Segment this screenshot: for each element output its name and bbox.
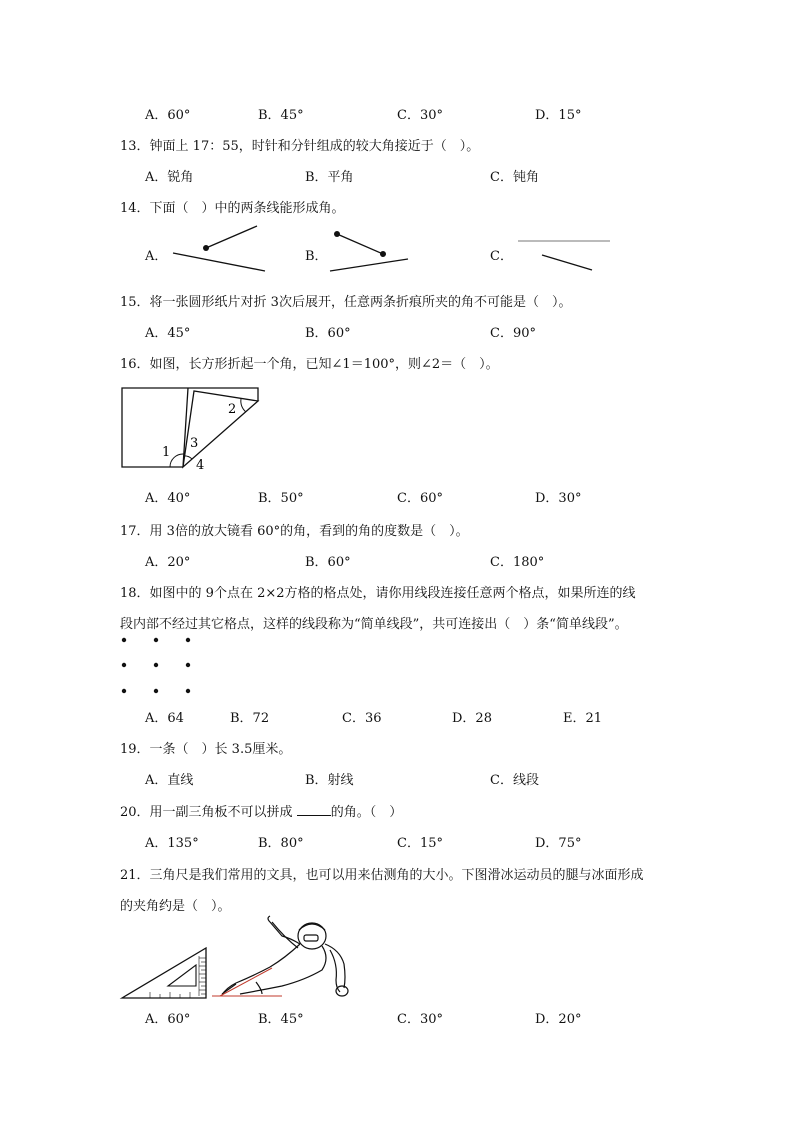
q21-stem-line1: 21．三角尺是我们常用的文具，也可以用来估测角的大小。下图滑冰运动员的腿与冰面形成	[120, 868, 644, 883]
q18-option-b[interactable]: B．72	[230, 711, 270, 726]
q18-option-a[interactable]: A．64	[145, 711, 184, 726]
q20-option-c[interactable]: C．15°	[397, 836, 443, 851]
q15-option-a[interactable]: A．45°	[145, 326, 191, 341]
q15-option-c[interactable]: C．90°	[490, 326, 536, 341]
q20-stem-after: 的角。（ ）	[330, 805, 403, 820]
q15-option-b[interactable]: B．60°	[305, 326, 351, 341]
q17-option-c[interactable]: C．180°	[490, 555, 545, 570]
q21-stem-line2: 的夹角约是（ ）。	[120, 899, 231, 914]
q13-option-b[interactable]: B．平角	[305, 170, 354, 185]
q14-stem: 14．下面（ ）中的两条线能形成角。	[120, 201, 345, 216]
q16-option-d[interactable]: D．30°	[535, 491, 582, 506]
q17-option-a[interactable]: A．20°	[145, 555, 191, 570]
q20-option-b[interactable]: B．80°	[258, 836, 304, 851]
q13-option-a[interactable]: A．锐角	[145, 170, 194, 185]
q16-angle-label-1: 1	[162, 445, 171, 460]
q20-option-d[interactable]: D．75°	[535, 836, 582, 851]
q20-stem-before: 20．用一副三角板不可以拼成	[120, 805, 297, 820]
set-square-icon	[122, 948, 206, 998]
q16-option-a[interactable]: A．40°	[145, 491, 191, 506]
q12-option-a[interactable]: A．60°	[145, 108, 191, 123]
q21-option-c[interactable]: C．30°	[397, 1012, 443, 1027]
skater-leg-line	[220, 968, 272, 996]
q18-option-c[interactable]: C．36	[342, 711, 382, 726]
q19-option-a[interactable]: A．直线	[145, 773, 194, 788]
q19-stem: 19．一条（ ）长 3.5厘米。	[120, 742, 292, 757]
q15-stem: 15．将一张圆形纸片对折 3次后展开，任意两条折痕所夹的角不可能是（ ）。	[120, 295, 572, 310]
q16-angle-label-4: 4	[196, 458, 205, 473]
q17-stem: 17．用 3倍的放大镜看 60°的角，看到的角的度数是（ ）。	[120, 524, 469, 539]
q18-option-e[interactable]: E．21	[563, 711, 603, 726]
q13-option-c[interactable]: C．钝角	[490, 170, 539, 185]
q19-option-b[interactable]: B．射线	[305, 773, 354, 788]
q12-option-b[interactable]: B．45°	[258, 108, 304, 123]
q20-option-a[interactable]: A．135°	[145, 836, 199, 851]
q14-option-c[interactable]: C．	[490, 249, 513, 264]
q12-option-d[interactable]: D．15°	[535, 108, 582, 123]
q16-option-c[interactable]: C．60°	[397, 491, 443, 506]
q21-option-a[interactable]: A．60°	[145, 1012, 191, 1027]
q21-option-b[interactable]: B．45°	[258, 1012, 304, 1027]
q19-option-c[interactable]: C．线段	[490, 773, 539, 788]
q18-stem-line1: 18．如图中的 9个点在 2×2方格的格点处，请你用线段连接任意两个格点，如果所连的线	[120, 586, 636, 601]
q14-option-a[interactable]: A．	[145, 249, 168, 264]
q18-stem-line2: 段内部不经过其它格点，这样的线段称为“简单线段”，共可连接出（ ）条“简单线段”。	[120, 617, 628, 632]
q16-angle-label-3: 3	[190, 436, 199, 451]
q17-option-b[interactable]: B．60°	[305, 555, 351, 570]
q18-option-d[interactable]: D．28	[452, 711, 492, 726]
q13-stem: 13．钟面上 17：55，时针和分针组成的较大角接近于（ ）。	[120, 139, 480, 154]
q12-option-c[interactable]: C．30°	[397, 108, 443, 123]
q16-option-b[interactable]: B．50°	[258, 491, 304, 506]
q21-option-d[interactable]: D．20°	[535, 1012, 582, 1027]
q16-angle-label-2: 2	[228, 402, 237, 417]
speed-skater-icon	[222, 916, 348, 996]
q16-stem: 16．如图，长方形折起一个角，已知∠1＝100°，则∠2＝（ ）。	[120, 357, 499, 372]
q14-option-b[interactable]: B．	[305, 249, 328, 264]
